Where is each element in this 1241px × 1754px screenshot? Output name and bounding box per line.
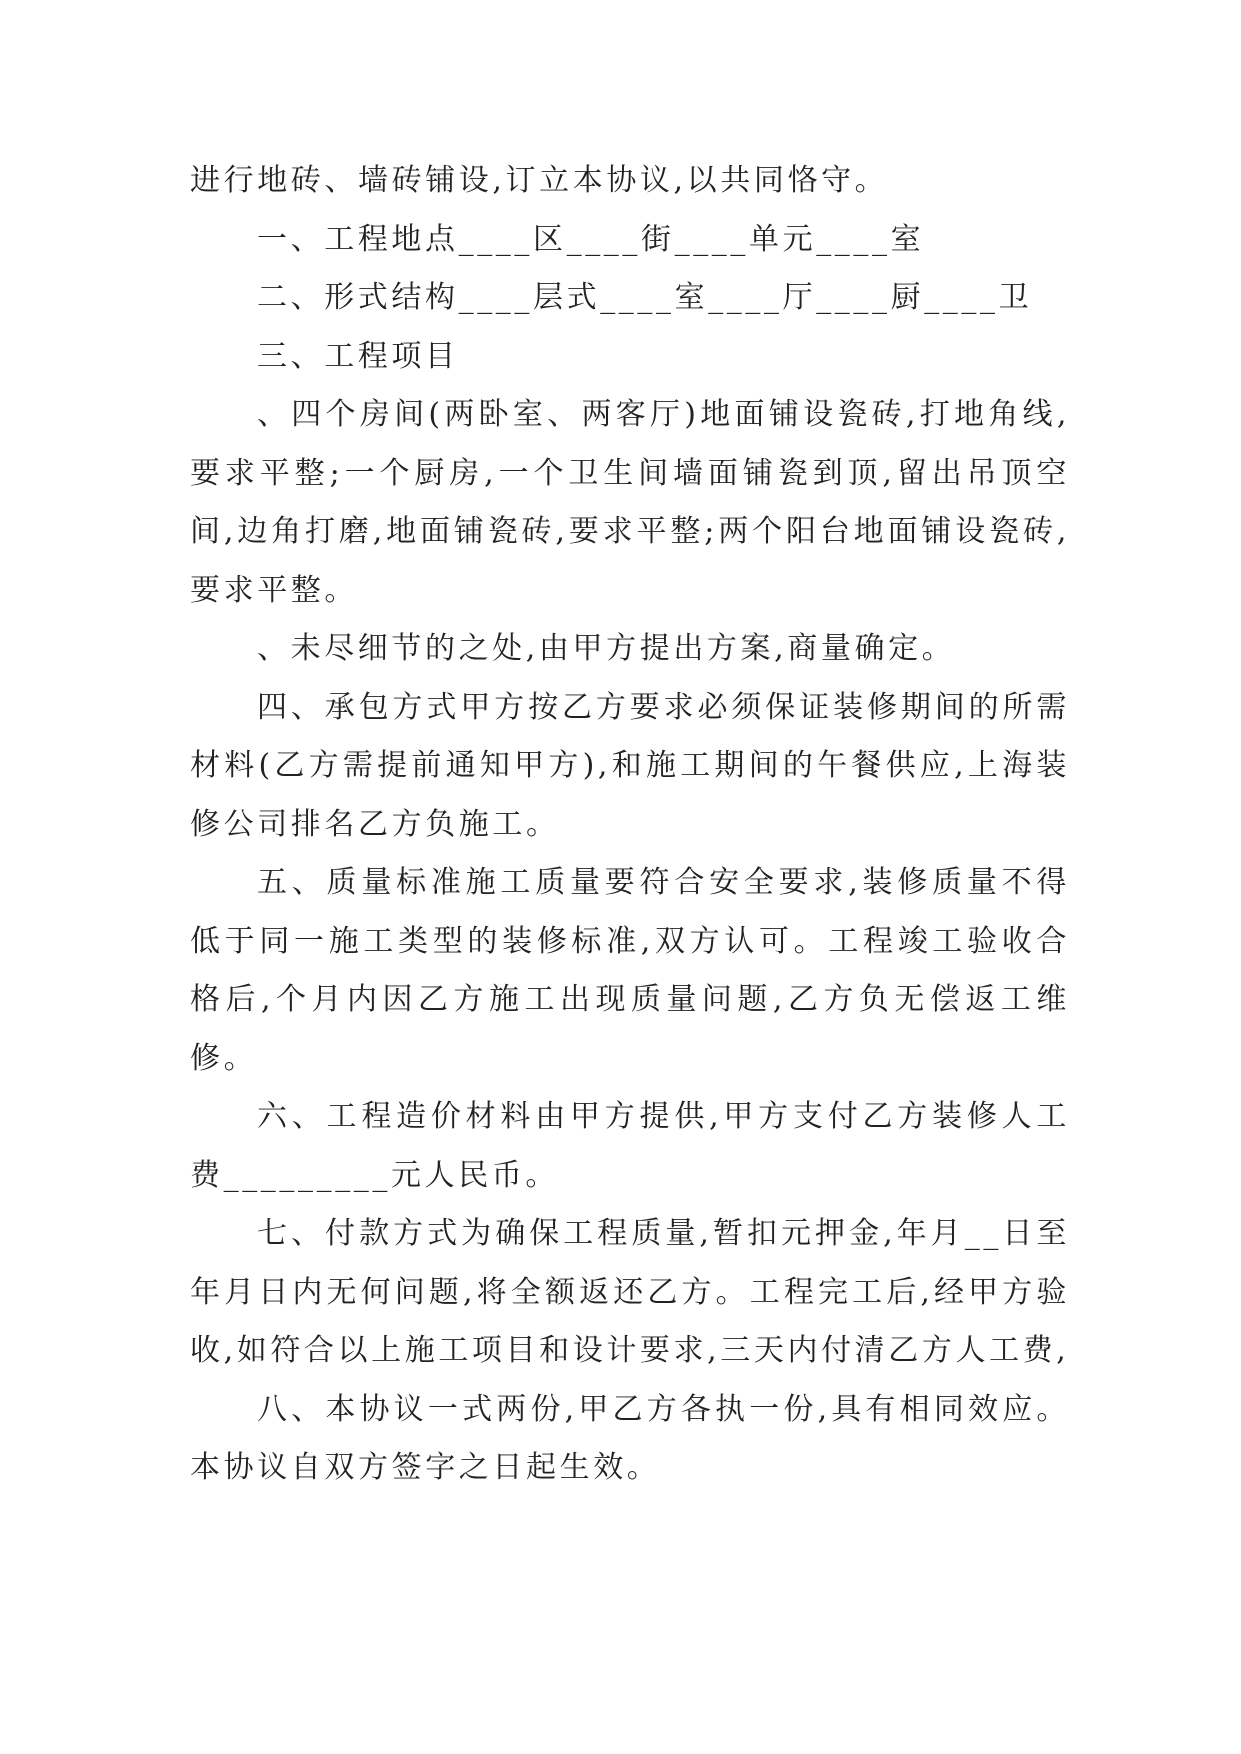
paragraph-intro-continued: 进行地砖、墙砖铺设,订立本协议,以共同恪守。 bbox=[190, 163, 889, 198]
paragraph-project-location: 一、工程地点____区____街____单元____室 bbox=[257, 221, 925, 257]
paragraph-payment-method: 七、付款方式为确保工程质量,暂扣元押金,年月__日至年月日内无何问题,将全额返还乙方。工程完工后,经甲方验收,如符合以上施工项目和设计要求,三天内付清乙方人工费, bbox=[190, 1216, 1070, 1368]
paragraph-unspecified-details: 、未尽细节的之处,由甲方提出方案,商量确定。 bbox=[257, 631, 956, 666]
document-body bbox=[190, 152, 1070, 1498]
paragraph-project-items-heading: 三、工程项目 bbox=[257, 338, 459, 374]
paragraph-project-cost: 六、工程造价材料由甲方提供,甲方支付乙方装修人工费_________元人民币。 bbox=[190, 1099, 1070, 1193]
paragraph-quality-standard: 五、质量标准施工质量要符合安全要求,装修质量不得低于同一施工类型的装修标准,双方认可。工程竣工验收合格后,个月内因乙方施工出现质量问题,乙方负无偿返工维修。 bbox=[190, 865, 1070, 1076]
paragraph-structure-form: 二、形式结构____层式____室____厅____厨____卫 bbox=[257, 280, 1033, 315]
paragraph-copies-effect: 八、本协议一式两份,甲乙方各执一份,具有相同效应。本协议自双方签字之日起生效。 bbox=[190, 1391, 1070, 1485]
paragraph-tiling-details: 、四个房间(两卧室、两客厅)地面铺设瓷砖,打地角线,要求平整;一个厨房,一个卫生间墙面铺瓷到顶,留出吊顶空间,边角打磨,地面铺瓷砖,要求平整;两个阳台地面铺设瓷砖,要求平整。 bbox=[190, 397, 1070, 608]
paragraph-contract-method: 四、承包方式甲方按乙方要求必须保证装修期间的所需材料(乙方需提前通知甲方),和施工期间的午餐供应,上海装修公司排名乙方负施工。 bbox=[190, 689, 1070, 842]
